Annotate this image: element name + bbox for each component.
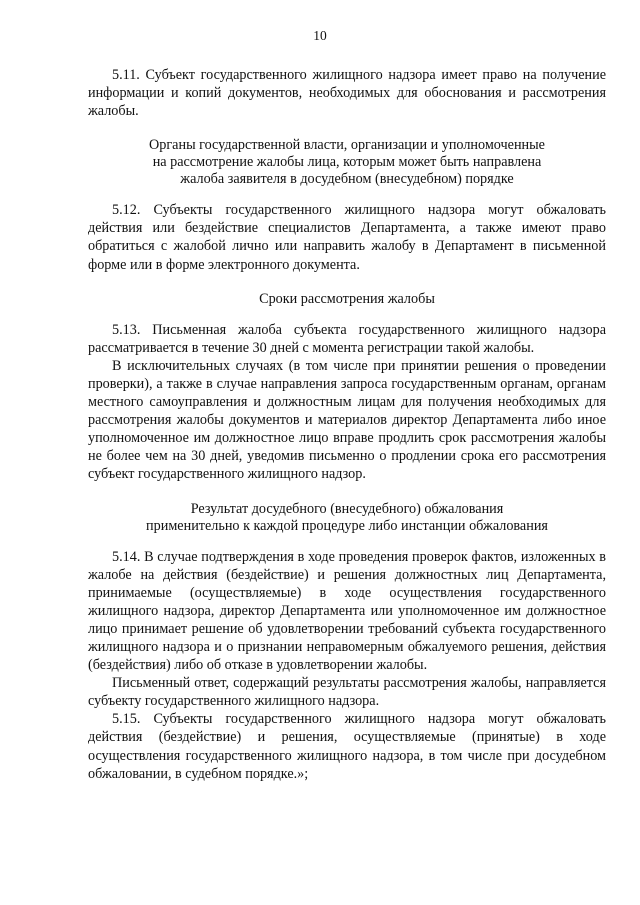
document-body	[88, 66, 606, 783]
paragraph-5-15: 5.15. Субъекты государственного жилищного надзора могут обжаловать действия (бездействие) и решения, осуществляемые (принятые) в ходе осуществления государственного жилищного надзора, в том числе при досудебном обжаловании, в судебном порядке.»;	[88, 711, 606, 782]
paragraph-exceptional-cases: В исключительных случаях (в том числе при принятии решения о проведении проверки), а также в случае направления запроса государственным органам, органам местного самоуправления и должностным лицам для получения необходимых для рассмотрения жалобы документов и материалов директор Департамента либо иное уполномоченное им должностное лицо вправе продлить срок рассмотрения жалобы не более чем на 30 дней, уведомив письменно о продлении срока его рассмотрения субъект государственного жилищного надзор.	[88, 357, 606, 483]
heading-line: Органы государственной власти, организации и уполномоченные	[149, 137, 545, 154]
section-heading-terms	[88, 291, 606, 308]
heading-line: жалоба заявителя в досудебном (внесудебном) порядке	[180, 171, 514, 188]
heading-line: Результат досудебного (внесудебного) обжалования	[190, 500, 504, 517]
paragraph-5-11: 5.11. Субъект государственного жилищного надзора имеет право на получение информации и копий документов, необходимых для обоснования и рассмотрения жалобы.	[88, 67, 606, 120]
paragraph-5-14: 5.14. В случае подтверждения в ходе проведения проверок фактов, изложенных в жалобе на действия (бездействие) и решения должностных лиц Департамента, принимаемые (осуществляемые) в ходе осуществления государственного жилищного надзора, директор Департамента или уполномоченное им должностное лицо принимает решение об удовлетворении требований субъекта государственного жилищного надзора и о признании неправомерным обжалуемого решения, действия (бездействия) либо об отказе в удовлетворении жалобы.	[88, 548, 606, 674]
heading-line: применительно к каждой процедуре либо инстанции обжалования	[146, 517, 548, 534]
section-heading-result	[88, 501, 606, 535]
section-heading-authorities	[88, 137, 606, 188]
paragraph-5-13: 5.13. Письменная жалоба субъекта государственного жилищного надзора рассматривается в течение 30 дней с момента регистрации такой жалобы.	[88, 321, 606, 356]
paragraph-5-12: 5.12. Субъекты государственного жилищного надзора могут обжаловать действия или бездействие специалистов Департамента, а также имеют право обратиться с жалобой лично или направить жалобу в Департамент в письменной форме или в форме электронного документа.	[88, 202, 606, 273]
heading-line: Сроки рассмотрения жалобы	[259, 290, 435, 307]
page-number: 10	[313, 28, 327, 43]
paragraph-written-answer: Письменный ответ, содержащий результаты рассмотрения жалобы, направляется субъекту государственного жилищного надзора.	[88, 675, 606, 710]
heading-line: на рассмотрение жалобы лица, которым может быть направлена	[152, 154, 542, 171]
